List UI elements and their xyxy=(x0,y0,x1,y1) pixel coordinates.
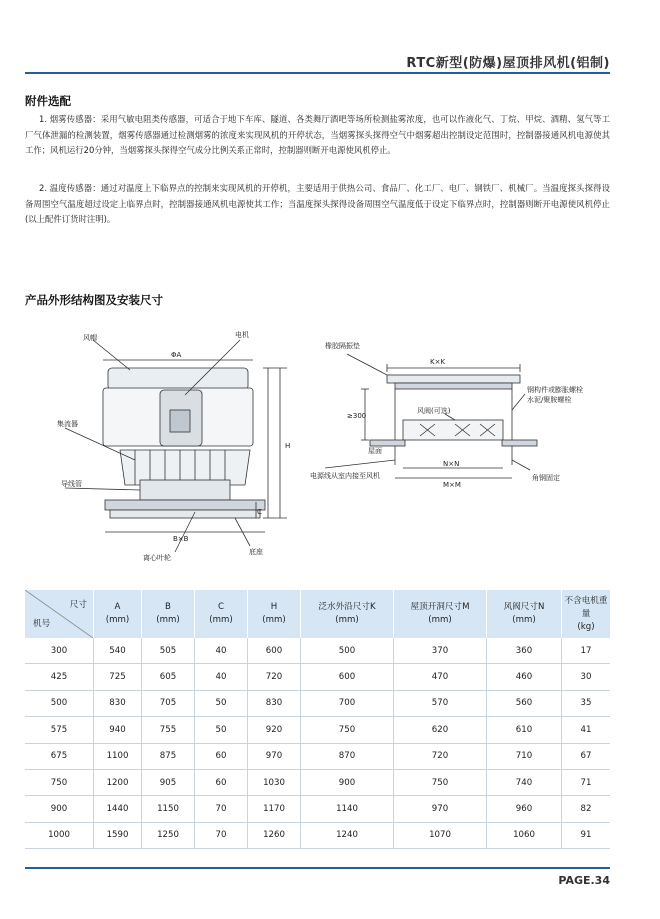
label-dim-300: ≥300 xyxy=(347,412,367,420)
table-row xyxy=(25,638,610,664)
table-cell: 750 xyxy=(25,769,94,795)
page-number: PAGE.34 xyxy=(558,874,610,887)
corner-size-label: 尺寸 xyxy=(69,600,87,610)
table-cell: 50 xyxy=(195,717,248,743)
table-cell: 60 xyxy=(195,743,248,769)
table-cell: 905 xyxy=(142,769,195,795)
table-row xyxy=(25,796,610,822)
label-dim-k: K×K xyxy=(430,358,446,366)
table-cell: 960 xyxy=(487,796,562,822)
label-dim-h: H xyxy=(285,442,291,450)
table-cell: 41 xyxy=(562,717,611,743)
header-b: B (mm) xyxy=(142,590,195,638)
table-cell: 1200 xyxy=(94,769,142,795)
table-cell: 870 xyxy=(301,743,394,769)
table-cell: 1240 xyxy=(301,822,394,848)
bottom-divider xyxy=(25,867,610,869)
table-cell: 71 xyxy=(562,769,611,795)
table-cell: 67 xyxy=(562,743,611,769)
table-row xyxy=(25,717,610,743)
table-row xyxy=(25,822,610,848)
label-cable: 电源线从室内接至风机 xyxy=(310,472,380,480)
table-cell: 425 xyxy=(25,664,94,690)
table-cell: 91 xyxy=(562,822,611,848)
structure-diagram xyxy=(25,320,615,585)
table-cell: 540 xyxy=(94,638,142,664)
table-cell: 720 xyxy=(394,743,487,769)
table-cell: 1260 xyxy=(248,822,301,848)
structure-title: 产品外形结构图及安装尺寸 xyxy=(25,293,163,307)
table-cell: 1070 xyxy=(394,822,487,848)
label-bolt-1: 钢构件或膨胀螺栓 xyxy=(527,386,583,394)
table-cell: 1150 xyxy=(142,796,195,822)
header-h: H (mm) xyxy=(248,590,301,638)
table-cell: 35 xyxy=(562,690,611,716)
table-cell: 705 xyxy=(142,690,195,716)
header-c: C (mm) xyxy=(195,590,248,638)
table-cell: 900 xyxy=(301,769,394,795)
fan-drawing xyxy=(65,340,287,552)
table-cell: 970 xyxy=(394,796,487,822)
top-divider xyxy=(25,72,610,74)
label-roof: 屋面 xyxy=(368,447,382,455)
fan-cover xyxy=(108,368,248,390)
table-cell: 1140 xyxy=(301,796,394,822)
accessories-paragraph-2: 2. 温度传感器：通过对温度上下临界点的控制来实现风机的开停机，主要适用于供热公司、食品厂、化工厂、电厂、钢铁厂、机械厂。当温度探头探得设备周围空气温度超过设定上临界点时，控制器接通风机电源使其工作；当温度探头探得设备周围空气温度低于设定下临界点时，控制器则断开电源使风机停止(以上配件订货时注明)。 xyxy=(25,183,610,225)
label-angle: 角钢固定 xyxy=(532,474,560,482)
table-cell: 460 xyxy=(487,664,562,690)
header-m: 屋顶开洞尺寸M (mm) xyxy=(394,590,487,638)
spec-table xyxy=(25,590,610,849)
table-cell: 830 xyxy=(94,690,142,716)
label-motor: 电机 xyxy=(235,331,249,339)
table-cell: 470 xyxy=(394,664,487,690)
label-diffuser: 集流器 xyxy=(57,420,78,428)
header-k: 泛水外沿尺寸K (mm) xyxy=(301,590,394,638)
header-weight: 不含电机重量 (kg) xyxy=(562,590,611,638)
table-cell: 1000 xyxy=(25,822,94,848)
label-impeller: 离心叶轮 xyxy=(143,554,171,562)
table-cell: 725 xyxy=(94,664,142,690)
table-cell: 70 xyxy=(195,822,248,848)
table-cell: 830 xyxy=(248,690,301,716)
label-dim-m: M×M xyxy=(443,481,461,489)
label-guide: 导线管 xyxy=(61,480,82,488)
label-dim-b: B×B xyxy=(173,535,189,543)
table-cell: 500 xyxy=(25,690,94,716)
table-cell: 575 xyxy=(25,717,94,743)
table-cell: 675 xyxy=(25,743,94,769)
table-cell: 505 xyxy=(142,638,195,664)
table-cell: 500 xyxy=(301,638,394,664)
table-cell: 17 xyxy=(562,638,611,664)
table-cell: 600 xyxy=(248,638,301,664)
table-cell: 50 xyxy=(195,690,248,716)
table-cell: 605 xyxy=(142,664,195,690)
table-cell: 750 xyxy=(394,769,487,795)
table-cell: 900 xyxy=(25,796,94,822)
table-cell: 1590 xyxy=(94,822,142,848)
table-cell: 710 xyxy=(487,743,562,769)
label-dim-c: C xyxy=(257,508,262,516)
table-cell: 300 xyxy=(25,638,94,664)
base-shape xyxy=(105,500,265,510)
table-cell: 60 xyxy=(195,769,248,795)
header-a: A (mm) xyxy=(94,590,142,638)
label-cover: 风帽 xyxy=(83,334,97,342)
table-cell: 920 xyxy=(248,717,301,743)
table-row xyxy=(25,769,610,795)
page-header-title: RTC新型(防爆)屋顶排风机(铝制) xyxy=(406,56,610,71)
table-cell: 360 xyxy=(487,638,562,664)
table-cell: 370 xyxy=(394,638,487,664)
label-valve: 风阀(可选) xyxy=(417,407,451,415)
label-dim-n: N×N xyxy=(443,460,460,468)
table-cell: 70 xyxy=(195,796,248,822)
table-cell: 600 xyxy=(301,664,394,690)
table-cell: 40 xyxy=(195,638,248,664)
label-bolt-2: 水泥/聚胺螺栓 xyxy=(527,396,572,404)
table-cell: 755 xyxy=(142,717,195,743)
table-cell: 1250 xyxy=(142,822,195,848)
table-cell: 720 xyxy=(248,664,301,690)
table-cell: 970 xyxy=(248,743,301,769)
table-row xyxy=(25,743,610,769)
corner-model-label: 机号 xyxy=(33,619,51,629)
table-cell: 875 xyxy=(142,743,195,769)
table-cell: 620 xyxy=(394,717,487,743)
diagram-svg xyxy=(25,320,615,585)
table-cell: 1030 xyxy=(248,769,301,795)
accessories-paragraph-1: 1. 烟雾传感器：采用气敏电阻类传感器，可适合于地下车库、隧道、各类舞厅酒吧等场所检测盐雾浓度，也可以作液化气、丁烷、甲烷、酒精、氢气等工厂气体泄漏的检测装置，烟雾传感器通过检测烟雾的浓度来实现风机的开停状态，当烟雾探头探得空气中烟雾超出控制设定范围时，控制器接通风机电源使其工作；风机运行20分钟，当烟雾探头探得空气成分比例关系正常时，控制器则断开电源使风机停止。 xyxy=(25,114,610,156)
table-cell: 1100 xyxy=(94,743,142,769)
table-cell: 1060 xyxy=(487,822,562,848)
table-cell: 610 xyxy=(487,717,562,743)
header-n: 风阀尺寸N (mm) xyxy=(487,590,562,638)
table-cell: 740 xyxy=(487,769,562,795)
table-row xyxy=(25,690,610,716)
accessories-title: 附件选配 xyxy=(25,94,71,108)
table-cell: 940 xyxy=(94,717,142,743)
corner-header xyxy=(25,590,94,638)
label-base: 底座 xyxy=(249,548,263,556)
table-cell: 30 xyxy=(562,664,611,690)
table-cell: 1440 xyxy=(94,796,142,822)
table-cell: 560 xyxy=(487,690,562,716)
table-cell: 570 xyxy=(394,690,487,716)
table-cell: 700 xyxy=(301,690,394,716)
table-row xyxy=(25,664,610,690)
table-cell: 40 xyxy=(195,664,248,690)
spec-table-body xyxy=(25,638,610,849)
label-dim-a: ΦA xyxy=(171,351,182,359)
table-cell: 82 xyxy=(562,796,611,822)
label-gasket: 橡胶隔振垫 xyxy=(325,342,360,350)
table-cell: 750 xyxy=(301,717,394,743)
table-cell: 1170 xyxy=(248,796,301,822)
